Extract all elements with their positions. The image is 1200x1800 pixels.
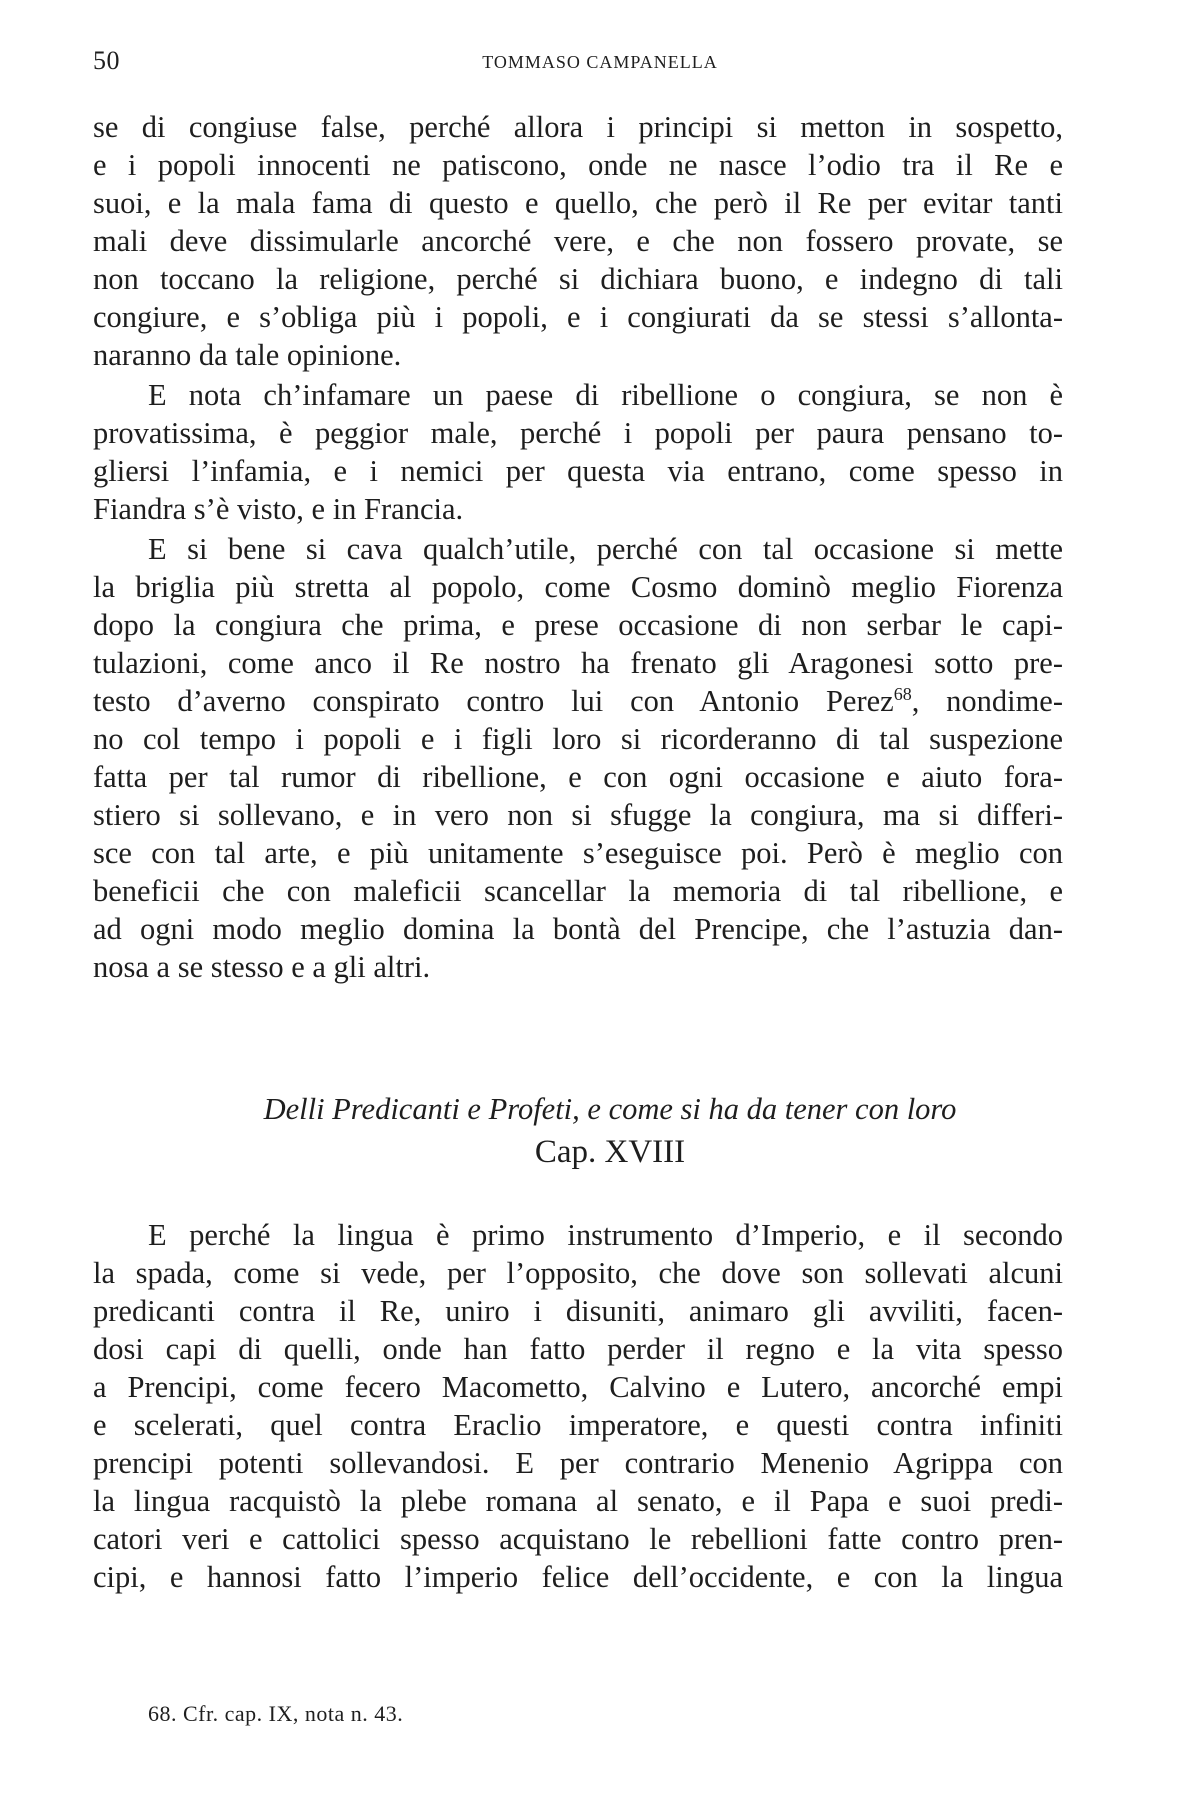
text-line: e i popoli innocenti ne patiscono, onde ne nasce l’odio tra il Re e	[93, 148, 1063, 182]
text-line: E perché la lingua è primo instrumento d’Imperio, e il secondo	[148, 1218, 1063, 1252]
text-line: sce con tal arte, e più unitamente s’eseguisce poi. Però è meglio con	[93, 836, 1063, 870]
footnote: 68. Cfr. cap. IX, nota n. 43.	[148, 1701, 404, 1726]
text-line: prencipi potenti sollevandosi. E per contrario Menenio Agrippa con	[93, 1446, 1063, 1480]
text-line: naranno da tale opinione.	[93, 338, 402, 372]
text-line: dopo la congiura che prima, e prese occasione di non serbar le capi-	[93, 608, 1063, 642]
text-line: se di congiuse false, perché allora i principi si metton in sospetto,	[93, 110, 1063, 144]
chapter-title: Delli Predicanti e Profeti, e come si ha da tener con loro	[263, 1092, 957, 1126]
chapter-number: Cap. XVIII	[534, 1134, 686, 1170]
text-line: nosa a se stesso e a gli altri.	[93, 950, 431, 984]
text-line: suoi, e la mala fama di questo e quello, che però il Re per evitar tanti	[93, 186, 1063, 220]
text-line: stiero si sollevano, e in vero non si sfugge la congiura, ma si differi-	[93, 798, 1063, 832]
text-line: tulazioni, come anco il Re nostro ha frenato gli Aragonesi sotto pre-	[93, 646, 1063, 680]
text-line: gliersi l’infamia, e i nemici per questa via entrano, come spesso in	[93, 454, 1063, 488]
text-line: catori veri e cattolici spesso acquistano le rebellioni fatte contro pren-	[93, 1522, 1063, 1556]
text-line: a Prencipi, come fecero Macometto, Calvino e Lutero, ancorché empi	[93, 1370, 1063, 1404]
text-line: la lingua racquistò la plebe romana al senato, e il Papa e suoi predi-	[93, 1484, 1063, 1518]
text-line: mali deve dissimularle ancorché vere, e che non fossero provate, se	[93, 224, 1063, 258]
text-line: cipi, e hannosi fatto l’imperio felice dell’occidente, e con la lingua	[93, 1560, 1063, 1594]
text-line: beneficii che con maleficii scancellar la memoria di tal ribellione, e	[93, 874, 1063, 908]
text-line: la spada, come si vede, per l’opposito, che dove son sollevati alcuni	[93, 1256, 1063, 1290]
text-line: E si bene si cava qualch’utile, perché con tal occasione si mette	[148, 532, 1063, 566]
text-line: ad ogni modo meglio domina la bontà del Prencipe, che l’astuzia dan-	[93, 912, 1063, 946]
text-line: fatta per tal rumor di ribellione, e con ogni occasione e aiuto fora-	[93, 760, 1063, 794]
page-number: 50	[93, 46, 120, 75]
text-line: dosi capi di quelli, onde han fatto perder il regno e la vita spesso	[93, 1332, 1063, 1366]
text-line: predicanti contra il Re, uniro i disuniti, animaro gli avviliti, facen-	[93, 1294, 1063, 1328]
text-line: e scelerati, quel contra Eraclio imperatore, e questi contra infiniti	[93, 1408, 1063, 1442]
text-segment: , nondime-	[911, 684, 1063, 718]
text-line: Fiandra s’è visto, e in Francia.	[93, 492, 464, 526]
text-line: no col tempo i popoli e i figli loro si ricorderanno di tal suspezione	[93, 722, 1063, 756]
running-head: TOMMASO CAMPANELLA	[482, 52, 718, 72]
text-line: non toccano la religione, perché si dichiara buono, e indegno di tali	[93, 262, 1063, 296]
text-segment: testo d’averno conspirato contro lui con Antonio Perez	[93, 684, 894, 718]
text-line	[93, 682, 1063, 720]
text-line: la briglia più stretta al popolo, come Cosmo dominò meglio Fiorenza	[93, 570, 1063, 604]
text-line: provatissima, è peggior male, perché i popoli per paura pensano to-	[93, 416, 1063, 450]
text-line: congiure, e s’obliga più i popoli, e i congiurati da se stessi s’allonta-	[93, 300, 1063, 334]
footnote-reference[interactable]: 68	[893, 684, 912, 704]
text-line: E nota ch’infamare un paese di ribellione o congiura, se non è	[148, 378, 1063, 412]
